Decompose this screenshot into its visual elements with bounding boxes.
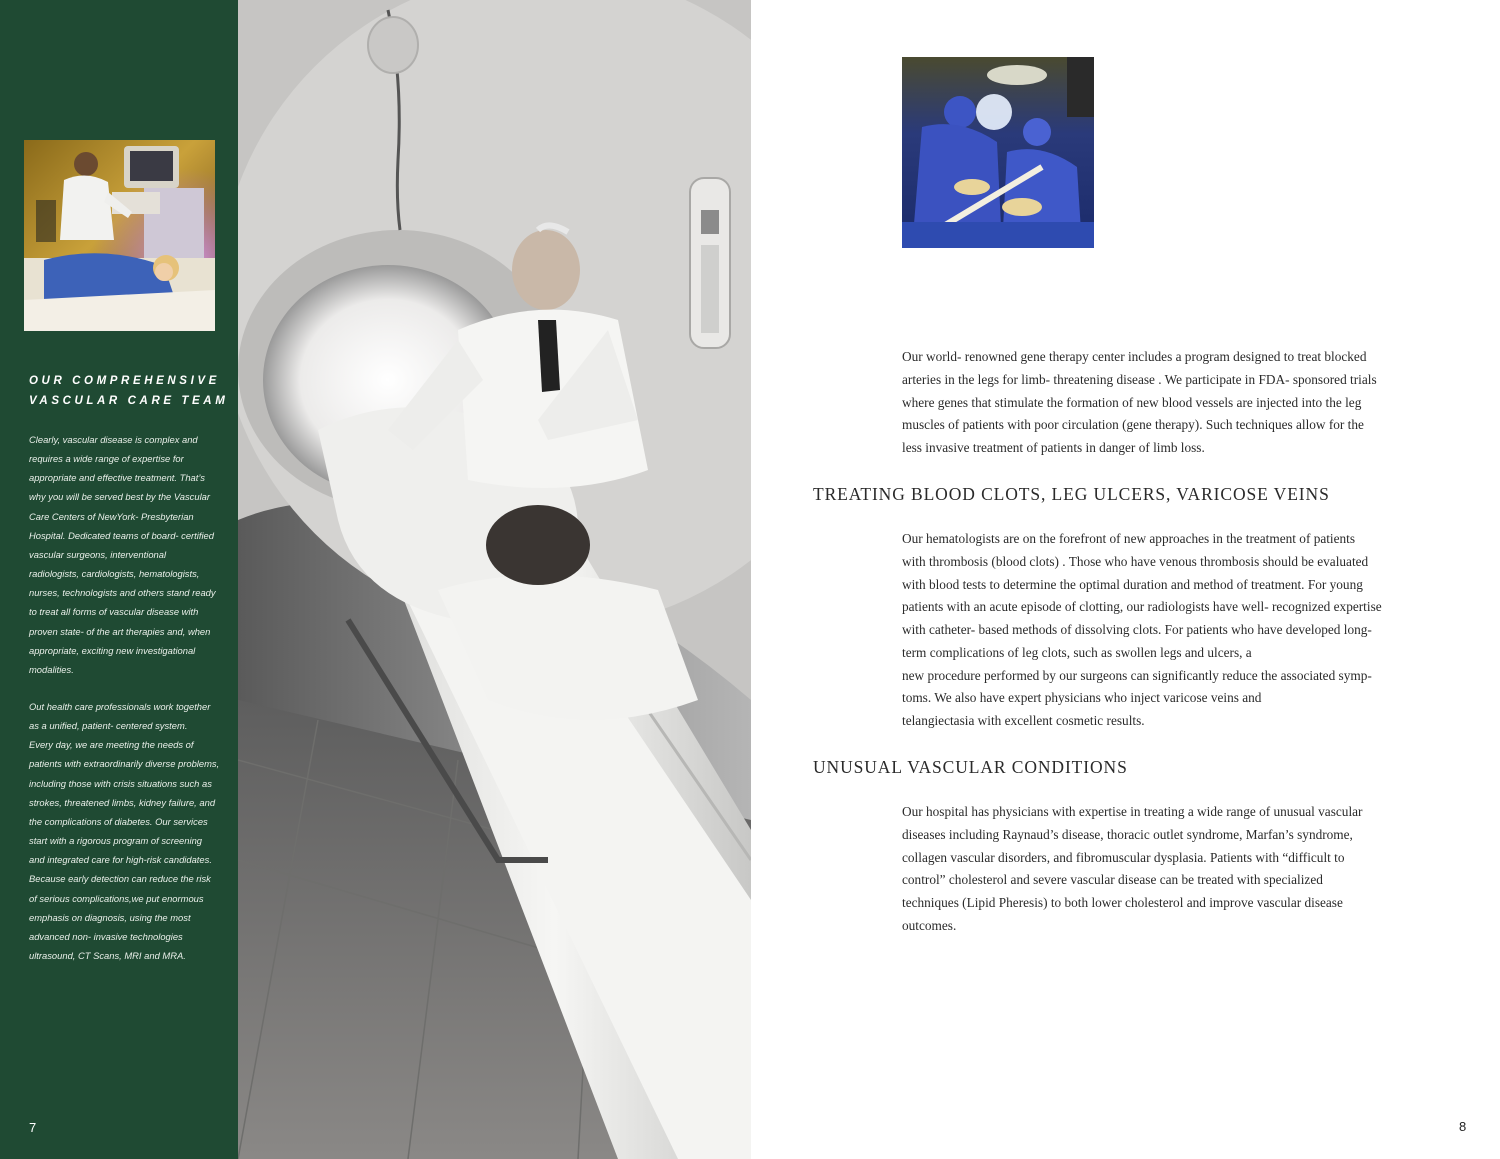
paragraph-line: ultrasound, CT Scans, MRI and MRA. (29, 950, 186, 962)
paragraph-line: collagen vascular disorders, and fibromuscular dysplasia. Patients with “difficult to (902, 849, 1345, 865)
paragraph-line: requires a wide range of expertise for (29, 453, 184, 465)
paragraph-line: Clearly, vascular disease is complex and (29, 434, 198, 445)
paragraph-line: patients with an acute episode of clotting, our radiologists have well- recognized expertise (902, 599, 1382, 615)
mri-scanner-photo (238, 0, 751, 1159)
paragraph-line: vascular surgeons, interventional (29, 548, 167, 560)
paragraph-line: control” cholesterol and severe vascular disease can be treated with specialized (902, 872, 1323, 888)
paragraph-line: Every day, we are meeting the needs of (29, 739, 194, 751)
paragraph-line: of serious complications,we put enormous (29, 892, 204, 904)
paragraph-line: outcomes. (902, 917, 957, 933)
paragraph-line: modalities. (29, 663, 74, 675)
team-heading (29, 372, 234, 411)
paragraph-line: telangiectasia with excellent cosmetic results. (902, 713, 1145, 728)
paragraph-line: with catheter- based methods of dissolving clots. For patients who have developed long- (902, 622, 1372, 637)
paragraph-line: Our hospital has physicians with expertise in treating a wide range of unusual vascular (902, 804, 1363, 819)
paragraph-line: appropriate, exciting new investigational (29, 644, 196, 656)
paragraph-line: Because early detection can reduce the risk (29, 873, 211, 885)
paragraph-line: term complications of leg clots, such as swollen legs and ulcers, a (902, 644, 1252, 660)
paragraph-line: Our hematologists are on the forefront of new approaches in the treatment of patients (902, 531, 1356, 546)
team-paragraph-2 (29, 697, 234, 965)
paragraph-line: appropriate and effective treatment. That’s (29, 472, 205, 484)
paragraph-line: Out health care professionals work together (29, 701, 211, 712)
paragraph-line: arteries in the legs for limb- threatening disease . We participate in FDA- sponsored trials (902, 371, 1377, 387)
paragraph-line: with blood tests to determine the optimal duration and method of treatment. For young (902, 576, 1363, 592)
paragraph-line: proven state- of the art therapies and, when (29, 625, 211, 637)
paragraph-line: muscles of patients with poor circulation (gene therapy). Such techniques allow for the (902, 417, 1364, 433)
paragraph-line: advanced non- invasive technologies (29, 930, 183, 942)
team-paragraph-1 (29, 430, 234, 679)
paragraph-line: less invasive treatment of patients in danger of limb loss. (902, 440, 1205, 455)
blood-clots-paragraph (902, 528, 1422, 733)
paragraph-line: start with a rigorous program of screening (29, 835, 202, 847)
paragraph-line: techniques (Lipid Pheresis) to both lower cholesterol and improve vascular disease (902, 895, 1343, 910)
paragraph-line: Our world- renowned gene therapy center includes a program designed to treat blocked (902, 349, 1367, 364)
paragraph-line: why you will be served best by the Vascular (29, 491, 210, 503)
paragraph-line: radiologists, cardiologists, hematologists, (29, 568, 200, 580)
paragraph-line: toms. We also have expert physicians who inject varicose veins and (902, 690, 1262, 706)
ultrasound-exam-photo (24, 140, 215, 331)
paragraph-line: strokes, threatened limbs, kidney failure, and (29, 796, 216, 808)
paragraph-line: where genes that stimulate the formation of new blood vessels are injected into the leg (902, 394, 1362, 410)
paragraph-line: emphasis on diagnosis, using the most (29, 911, 191, 923)
surgery-photo (902, 57, 1094, 248)
paragraph-line: Hospital. Dedicated teams of board- certified (29, 529, 214, 541)
paragraph-line: Care Centers of NewYork- Presbyterian (29, 510, 194, 522)
paragraph-line: nurses, technologists and others stand ready (29, 587, 216, 599)
paragraph-line: to treat all forms of vascular disease with (29, 606, 199, 618)
paragraph-line: and integrated care for high-risk candidates. (29, 854, 212, 866)
paragraph-line: including those with crisis situations such as (29, 777, 212, 789)
left-sidebar (0, 0, 238, 1159)
team-heading-line: OUR COMPREHENSIVE (29, 375, 220, 387)
page-number-left: 7 (29, 1120, 37, 1135)
paragraph-line: the complications of diabetes. Our services (29, 815, 208, 827)
unusual-conditions-heading: UNUSUAL VASCULAR CONDITIONS (813, 757, 1128, 777)
paragraph-line: patients with extraordinarily diverse problems, (29, 758, 220, 770)
unusual-conditions-paragraph (902, 801, 1422, 938)
paragraph-line: new procedure performed by our surgeons can significantly reduce the associated symp- (902, 667, 1372, 683)
paragraph-line: with thrombosis (blood clots) . Those who have venous thrombosis should be evaluated (902, 553, 1369, 569)
paragraph-line: as a unified, patient- centered system. (29, 720, 188, 732)
paragraph-line: diseases including Raynaud’s disease, thoracic outlet syndrome, Marfan’s syndrome, (902, 826, 1353, 842)
team-heading-line: VASCULAR CARE TEAM (29, 394, 229, 407)
blood-clots-heading: TREATING BLOOD CLOTS, LEG ULCERS, VARICOSE VEINS (813, 484, 1330, 504)
gene-therapy-paragraph (902, 346, 1422, 460)
page-number-right: 8 (1459, 1119, 1467, 1134)
